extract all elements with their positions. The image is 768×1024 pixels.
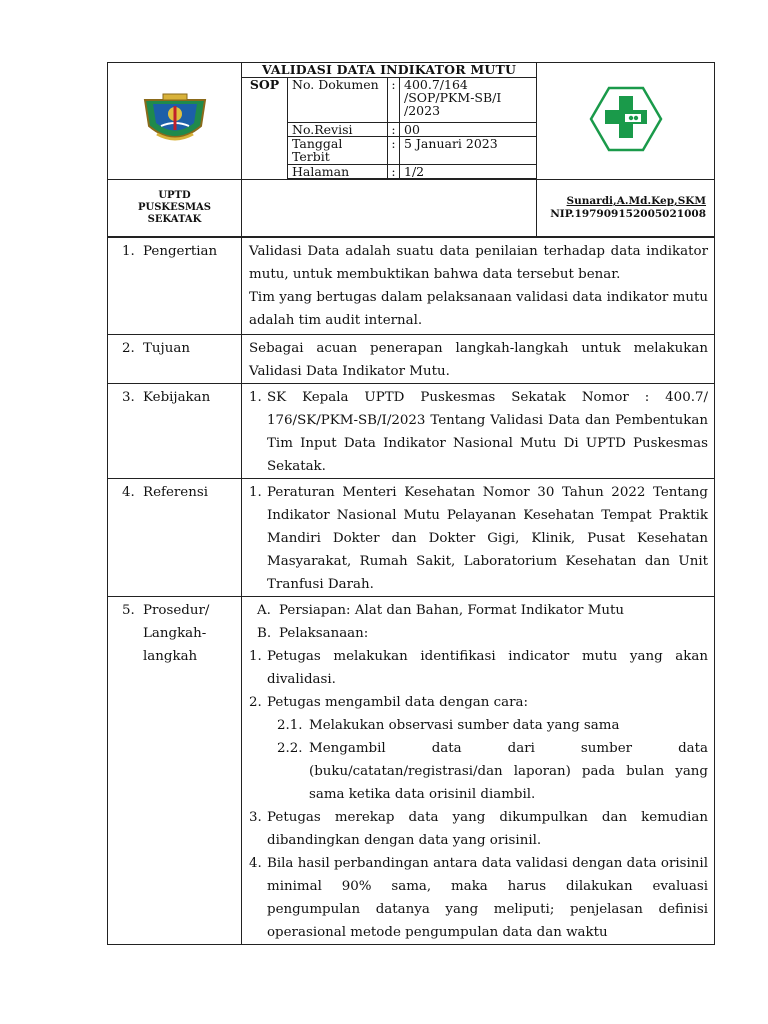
section-title [143, 599, 209, 668]
meta-value-no-revisi: 00 [400, 123, 537, 137]
list-number: A. [257, 603, 271, 618]
list-text: Persiapan: Alat dan Bahan, Format Indikator Mutu [279, 603, 625, 618]
meta-colon: : [388, 137, 400, 165]
empty-cell [242, 180, 537, 237]
list-number: 2.1. [277, 718, 303, 733]
list-number: 1. [249, 649, 262, 664]
list-number: 1. [249, 485, 262, 500]
section-number: 4. [122, 485, 135, 500]
regional-emblem-cell [108, 63, 242, 180]
list-number: 3. [249, 810, 262, 825]
section-referensi [108, 479, 715, 597]
list-text: Mengambil data dari sumber data (buku/catatan/registrasi/dan laporan) pada bulan yang sama ketika data orisinil diambil. [309, 741, 708, 802]
list-number: B. [257, 626, 272, 641]
sop-content-table [107, 237, 715, 945]
list-item [249, 806, 708, 852]
puskesmas-name-text: UPTD PUSKESMAS SEKATAK [137, 190, 212, 225]
section-label [108, 597, 242, 945]
section-number: 1. [122, 244, 135, 259]
list-item [249, 691, 708, 714]
section-label [108, 384, 242, 479]
list-number: 2.2. [277, 741, 303, 756]
section-title-line: langkah [143, 649, 198, 664]
sop-label: SOP [242, 78, 288, 180]
list-item [249, 622, 708, 645]
list-item [249, 852, 708, 944]
list-item [249, 481, 708, 596]
section-content [242, 479, 715, 597]
list-item [249, 386, 708, 478]
meta-value-halaman: 1/2 [400, 165, 537, 179]
section-number: 5. [122, 603, 135, 618]
signer-nip: NIP.197909152005021008 [550, 208, 707, 220]
list-item [249, 645, 708, 691]
list-text: SK Kepala UPTD Puskesmas Sekatak Nomor : 400.7/ 176/SK/PKM-SB/I/2023 Tentang Validasi Data dan Pembentukan Tim Input Data Indikator Nasional Mutu Di UPTD Puskesmas Sekatak. [267, 390, 708, 474]
document-title: VALIDASI DATA INDIKATOR MUTU [242, 63, 537, 78]
meta-label-halaman: Halaman [288, 165, 388, 179]
section-label [108, 479, 242, 597]
section-content [242, 384, 715, 479]
meta-value-no-dokumen: 400.7/164 /SOP/PKM-SB/I /2023 [400, 78, 537, 123]
sop-document [107, 62, 714, 945]
list-item [249, 599, 708, 622]
list-text: Peraturan Menteri Kesehatan Nomor 30 Tahun 2022 Tentang Indikator Nasional Mutu Pelayanan Kesehatan Tempat Praktik Mandiri Dokter dan Dokter Gigi, Klinik, Pusat Kesehatan Masyarakat, Rumah Sakit, Laboratorium Kesehatan dan Unit Tranfusi Darah. [267, 485, 708, 592]
paragraph: Sebagai acuan penerapan langkah-langkah untuk melakukan Validasi Data Indikator Mutu. [249, 341, 708, 379]
list-text: Petugas mengambil data dengan cara: [267, 695, 529, 710]
signer-block [537, 180, 715, 237]
list-number: 4. [249, 856, 262, 871]
list-text: Bila hasil perbandingan antara data validasi dengan data orisinil minimal 90% sama, maka harus dilakukan evaluasi pengumpulan datanya yang meliputi; penjelasan definisi operasional metode pengumpulan data dan waktu [267, 856, 708, 940]
meta-colon: : [388, 165, 400, 179]
section-pengertian [108, 238, 715, 335]
section-title-line: Prosedur/ [143, 603, 210, 618]
section-tujuan [108, 335, 715, 384]
meta-label-no-revisi: No.Revisi [288, 123, 388, 137]
section-label [108, 238, 242, 335]
section-number: 3. [122, 390, 135, 405]
section-prosedur [108, 597, 715, 945]
list-text: Petugas merekap data yang dikumpulkan dan kemudian dibandingkan dengan data yang orisinil. [267, 810, 708, 848]
sub-list-item [249, 737, 708, 806]
list-text: Melakukan observasi sumber data yang sama [309, 718, 620, 733]
list-text: Petugas melakukan identifikasi indicator mutu yang akan divalidasi. [267, 649, 708, 687]
section-title: Pengertian [143, 244, 218, 259]
puskesmas-logo-cell [537, 63, 715, 180]
section-title-line: Langkah- [143, 626, 207, 641]
section-title: Tujuan [143, 341, 190, 356]
section-content [242, 335, 715, 384]
paragraph: Tim yang bertugas dalam pelaksanaan validasi data indikator mutu adalah tim audit internal. [249, 290, 708, 328]
meta-colon: : [388, 123, 400, 137]
meta-colon: : [388, 78, 400, 123]
regional-emblem-icon [139, 90, 211, 148]
section-content [242, 238, 715, 335]
sop-header-table [107, 62, 715, 237]
section-label [108, 335, 242, 384]
section-title: Referensi [143, 485, 208, 500]
meta-label-no-dokumen: No. Dokumen [288, 78, 388, 123]
section-kebijakan [108, 384, 715, 479]
section-title: Kebijakan [143, 390, 211, 405]
section-content [242, 597, 715, 945]
section-number: 2. [122, 341, 135, 356]
puskesmas-name [108, 180, 242, 237]
paragraph: Validasi Data adalah suatu data penilaian terhadap data indikator mutu, untuk membuktikan bahwa data tersebut benar. [249, 244, 708, 282]
list-number: 1. [249, 390, 262, 405]
sub-list-item [249, 714, 708, 737]
list-text: Pelaksanaan: [279, 626, 369, 641]
meta-label-tanggal-terbit: Tanggal Terbit [288, 137, 388, 165]
list-number: 2. [249, 695, 262, 710]
signer-name: Sunardi,A.Md.Kep,SKM [566, 195, 707, 207]
puskesmas-cross-icon [589, 86, 663, 152]
meta-value-tanggal-terbit: 5 Januari 2023 [400, 137, 537, 165]
